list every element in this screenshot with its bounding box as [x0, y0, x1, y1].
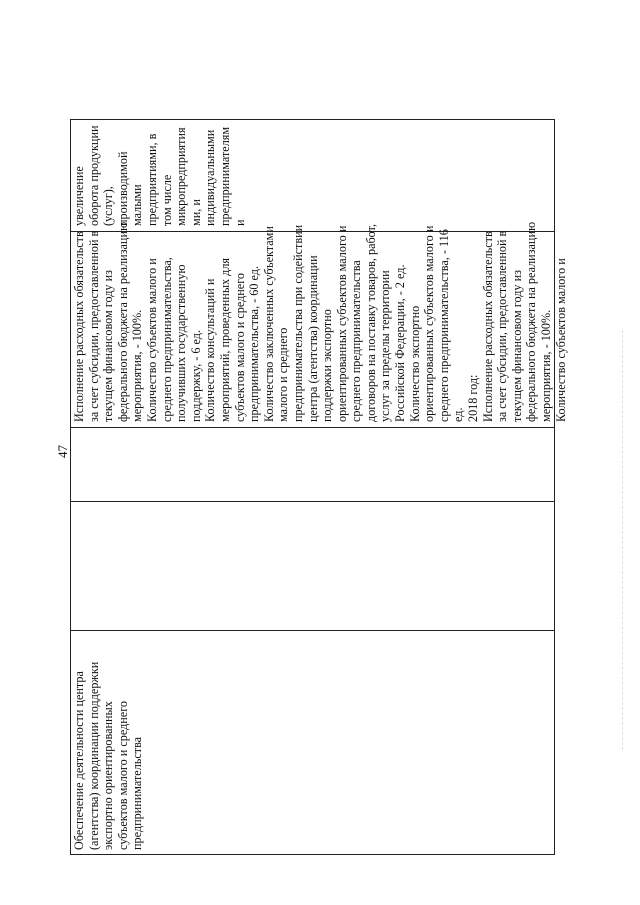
table-cell-result — [70, 119, 555, 231]
text-line: мероприятия, - 100%. — [130, 309, 145, 422]
text-line: текущем финансовом году из — [101, 270, 116, 422]
text-line: поддержки экспортно — [320, 309, 335, 422]
text-line: ориентированных субъектов малого и — [334, 225, 349, 422]
text-line: поддержку, - 6 ед. — [188, 329, 203, 422]
text-line: (услуг), — [101, 186, 116, 226]
text-line: Российской Федерации, - 2 ед. — [393, 264, 408, 422]
cell-indicators-text — [72, 221, 568, 422]
text-line: мероприятий, проведенных для — [217, 257, 232, 422]
text-line: мероприятия, - 100%. — [539, 309, 553, 422]
text-line: текущем финансовом году из — [509, 270, 524, 422]
text-line: том числе — [159, 174, 174, 226]
text-line: среднего предпринимательства — [349, 260, 364, 422]
text-line: федерального бюджета на реализацию — [115, 221, 130, 422]
text-line: Обеспечение деятельности центра — [72, 671, 86, 850]
text-line: федерального бюджета на реализацию — [524, 221, 539, 422]
text-line: Количество консультаций и — [203, 278, 218, 422]
table — [70, 119, 568, 855]
text-line: 2018 год: — [466, 374, 481, 422]
scan-edge-line — [622, 330, 624, 750]
text-line: субъектов малого и среднего — [115, 700, 130, 850]
text-line: субъектов малого и среднего — [232, 272, 247, 422]
text-line: ед. — [451, 407, 466, 422]
text-line: производимой — [115, 151, 130, 226]
cell-result-text — [72, 122, 247, 226]
text-line: экспортно ориентированных — [101, 701, 116, 850]
text-line: Исполнение расходных обязательств — [72, 231, 86, 422]
text-line: среднего предпринимательства, — [159, 257, 174, 422]
text-line: (агентства) координации поддержки — [86, 661, 101, 850]
text-line: предприятиями, в — [144, 133, 159, 226]
text-line: малыми — [130, 184, 145, 226]
text-line: малого и среднего — [276, 327, 291, 422]
text-line: индивидуальными — [203, 129, 218, 226]
text-line: ориентированных субъектов малого и — [422, 225, 437, 422]
table-cell-empty-1 — [70, 501, 555, 630]
text-line: за счет субсидии, предоставленной в — [86, 230, 101, 422]
text-line: договоров на поставку товаров, работ, — [363, 223, 378, 422]
text-line: за счет субсидии, предоставленной в — [495, 230, 510, 422]
text-line: Количество экспортно — [407, 305, 422, 422]
text-line: оборота продукции — [86, 125, 101, 226]
text-line: и — [232, 219, 247, 226]
text-line: предпринимателям — [217, 126, 232, 226]
page-number-text: 47 — [55, 445, 70, 458]
text-line: среднего предпринимательства, - 116 — [436, 229, 451, 422]
table-cell-activity — [70, 630, 555, 855]
text-line: услуг за пределы территории — [378, 270, 393, 422]
text-line: увеличение — [72, 166, 86, 226]
text-line: центра (агентства) координации — [305, 255, 320, 422]
text-line: ми, и — [188, 199, 203, 226]
table-cell-empty-2 — [70, 427, 555, 501]
text-line: Исполнение расходных обязательств — [480, 231, 495, 422]
text-line: предпринимательства — [130, 736, 145, 850]
table-cell-indicators — [70, 221, 568, 427]
text-line: предпринимательства, - 60 ед. — [247, 265, 262, 422]
cell-activity-text — [72, 634, 145, 850]
text-line: предпринимательства при содействии — [290, 224, 305, 422]
text-line: микропредприятия — [174, 127, 189, 226]
text-line: Количество субъектов малого и — [553, 258, 568, 422]
text-line: Количество субъектов малого и — [144, 258, 159, 422]
text-line: Количество заключенных субъектами — [261, 226, 276, 422]
text-line: получивших государственную — [174, 264, 189, 422]
